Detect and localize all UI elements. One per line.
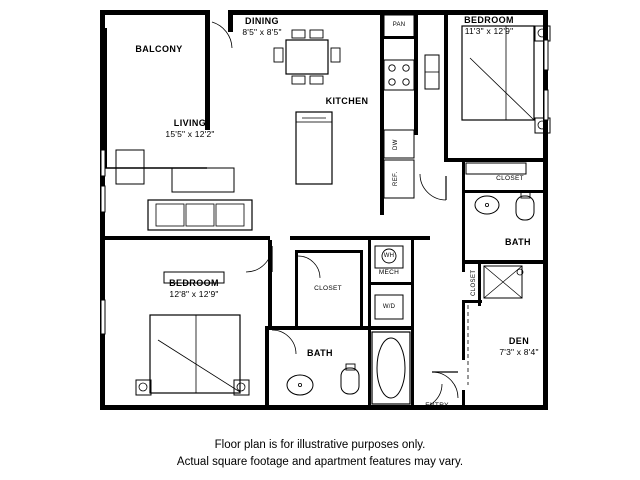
caption-line-1: Floor plan is for illustrative purposes only. [214,439,426,451]
wall-segment [100,236,270,240]
wall-segment [411,240,414,330]
room-dimensions: 11'3" x 12'9" [464,26,514,36]
wall-segment [268,240,272,330]
wall-segment [462,190,548,193]
room-name: BALCONY [135,44,183,54]
room-name: BEDROOM [464,15,514,25]
room-name: DEN [508,336,530,346]
label-mech: MECH [378,269,400,276]
label-closet-bedroom-2: CLOSET [314,285,342,292]
wall-segment [205,10,210,130]
wall-segment [290,236,430,240]
wall-segment [295,250,298,326]
wall-segment [414,15,418,135]
label-dishwasher: DW [393,139,399,150]
wall-segment [462,300,465,360]
room-dimensions: 12'8" x 12'9" [169,289,219,299]
wall-segment [265,326,269,408]
wall-segment [462,162,465,272]
room-label-dining [242,16,281,38]
wall-segment [100,10,210,15]
room-label-bath-2 [307,348,333,359]
room-label-balcony [135,44,182,55]
wall-segment [462,300,482,303]
label-pantry: PAN [392,22,406,28]
wall-segment [105,28,107,168]
wall-segment [368,240,371,330]
room-dimensions: 7'3" x 8'4" [499,347,539,357]
label-entry: ENTRY [425,402,449,409]
room-name: BEDROOM [169,278,219,288]
wall-segment [444,158,548,162]
caption-line-2: Actual square footage and apartment features may vary. [176,456,464,468]
wall-segment [368,330,371,408]
wall-segment [368,326,414,330]
room-dimensions: 15'5" x 12'2" [165,129,215,139]
room-label-living [165,118,214,140]
room-name: LIVING [173,118,207,128]
wall-segment [295,250,363,253]
wall-segment [543,10,548,160]
room-name: KITCHEN [325,96,369,106]
wall-segment [228,10,233,32]
label-water-heater: WH [383,253,395,259]
room-label-bedroom-1 [464,15,514,37]
label-refrigerator: REF. [393,171,399,186]
label-closet-bedroom-1: CLOSET [496,175,524,182]
wall-segment [462,390,465,408]
wall-segment [411,326,414,408]
label-washer-dryer: W/D [382,304,396,310]
wall-segment [100,405,548,410]
wall-segment [360,250,363,326]
room-label-kitchen [326,96,369,107]
room-dimensions: 8'5" x 8'5" [242,27,282,37]
wall-segment [444,15,448,160]
wall-segment [543,160,548,405]
wall-segment [368,282,414,285]
room-label-den [499,336,538,358]
room-name: BATH [307,348,333,358]
room-name: DINING [245,16,279,26]
wall-segment [380,15,384,215]
wall-segment [268,326,368,330]
room-label-bath-1 [505,237,531,248]
wall-segment [462,260,548,264]
label-closet-den: CLOSET [471,269,477,296]
room-label-bedroom-2 [169,278,219,300]
room-name: BATH [505,237,531,247]
wall-segment [384,36,414,39]
